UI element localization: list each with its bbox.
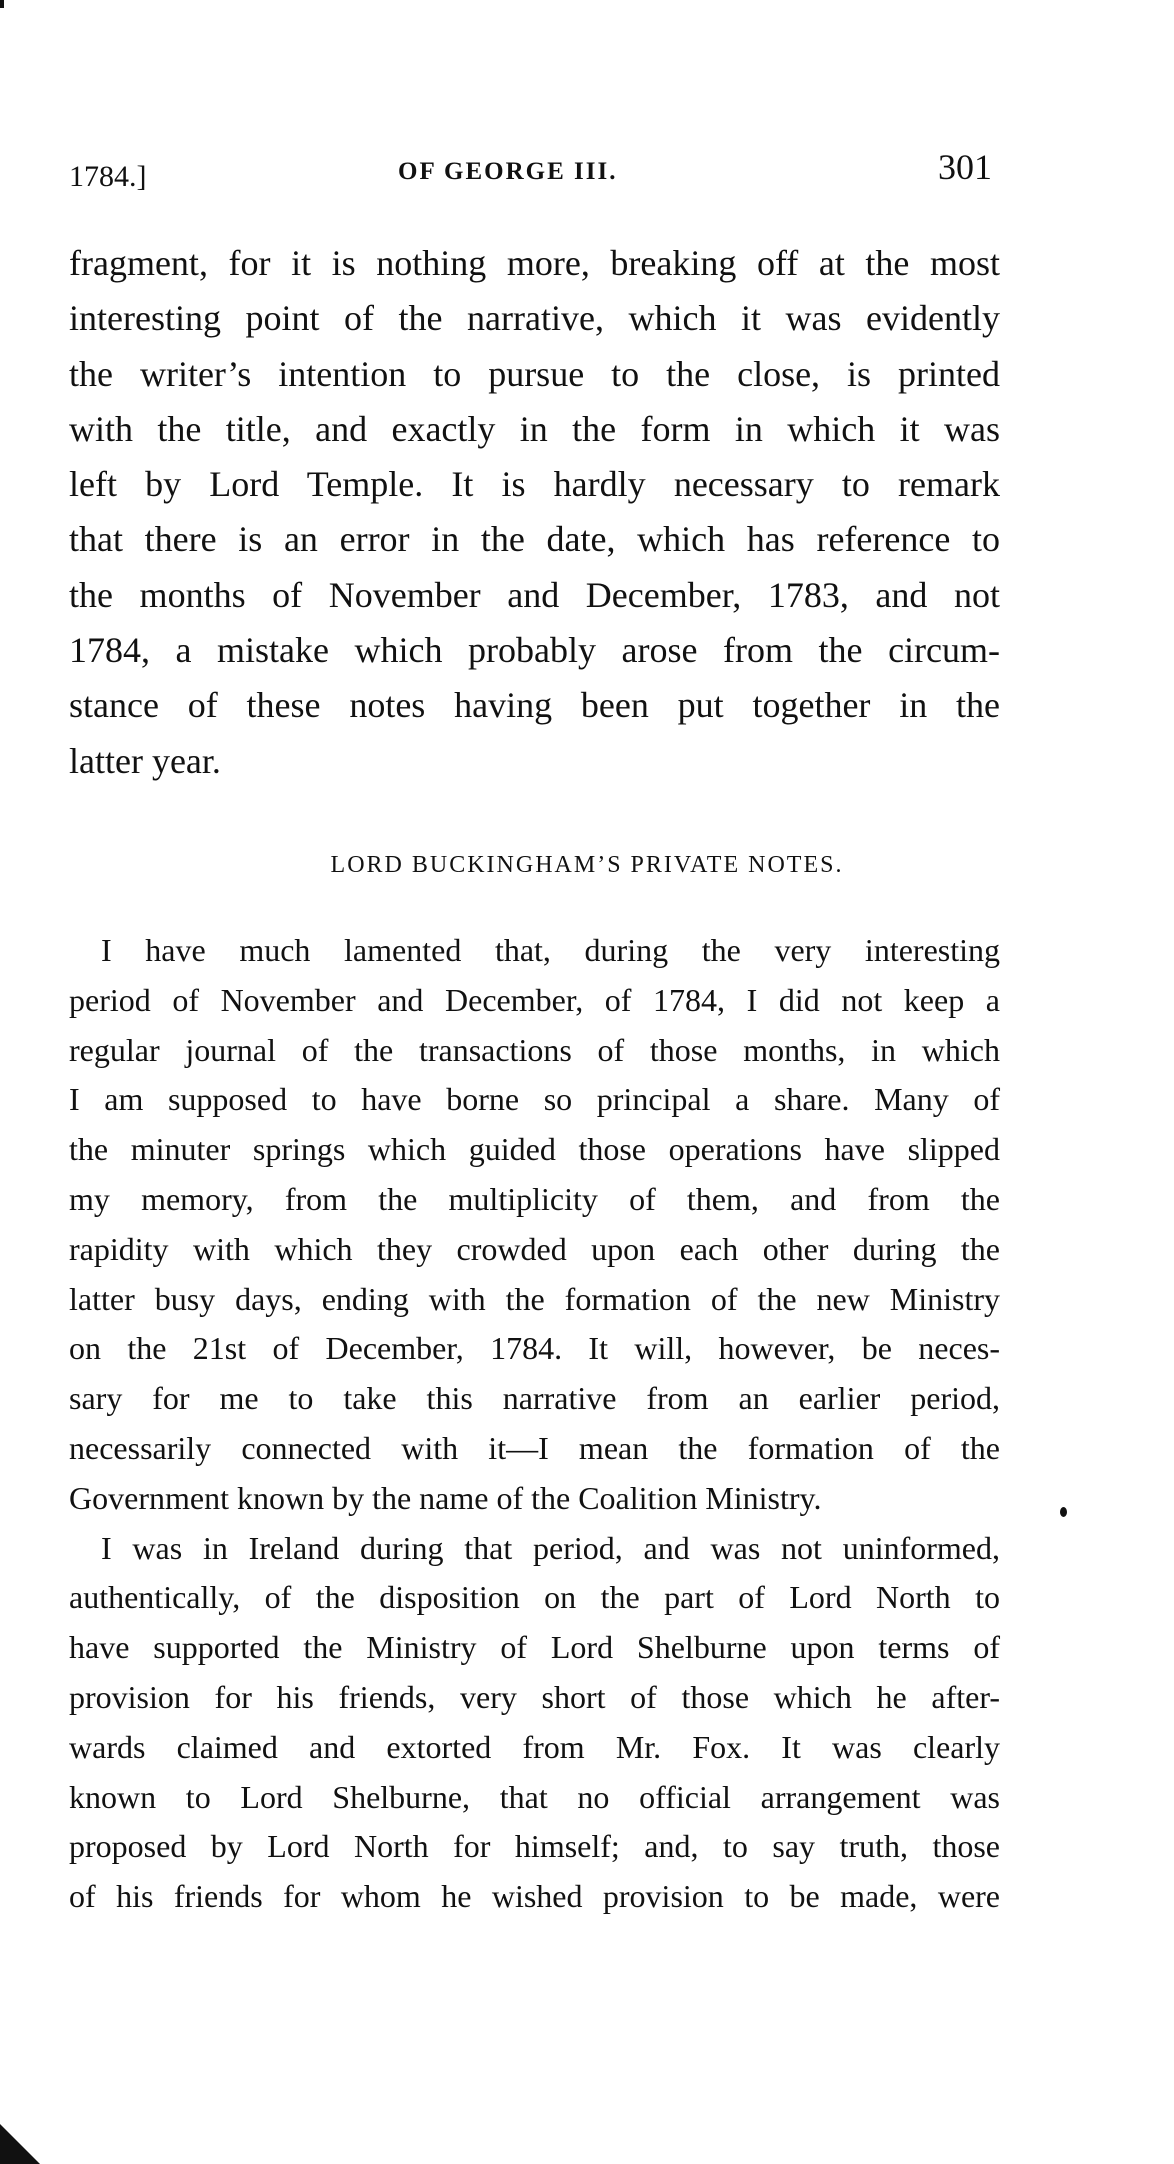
text-line: I am supposed to have borne so principal a share. Many of [69, 1081, 1000, 1118]
text-line: have supported the Ministry of Lord Shelburne upon terms of [69, 1629, 1000, 1666]
private-notes-text [69, 926, 1000, 1922]
text-line: stance of these notes having been put together in the [69, 685, 1000, 726]
text-line: the writer’s intention to pursue to the close, is printed [69, 353, 1000, 394]
text-line: my memory, from the multiplicity of them, and from the [69, 1180, 1000, 1217]
section-heading: LORD BUCKINGHAM’S PRIVATE NOTES. [330, 852, 844, 878]
text-line: Government known by the name of the Coalition Ministry. [69, 1479, 822, 1516]
text-line: on the 21st of December, 1784. It will, however, be neces- [69, 1330, 1000, 1367]
ink-speck [1060, 1507, 1067, 1517]
text-line: I was in Ireland during that period, and was not uninformed, [101, 1529, 1000, 1566]
text-line: that there is an error in the date, which has reference to [69, 519, 1000, 560]
page-number: 301 [938, 147, 992, 187]
scan-mark [0, 0, 4, 8]
text-line: interesting point of the narrative, which it was evidently [69, 298, 1000, 339]
running-header-title: OF GEORGE III. [398, 158, 618, 185]
text-line: of his friends for whom he wished provision to be made, were [69, 1878, 1000, 1915]
text-line: left by Lord Temple. It is hardly necessary to remark [69, 464, 1000, 505]
text-line: latter busy days, ending with the formation of the new Ministry [69, 1280, 1000, 1317]
text-line: regular journal of the transactions of those months, in which [69, 1031, 1000, 1068]
text-line: the months of November and December, 1783, and not [69, 574, 1000, 615]
text-line: 1784, a mistake which probably arose from the circum- [69, 630, 1000, 671]
text-line: rapidity with which they crowded upon each other during the [69, 1230, 1000, 1267]
text-line: authentically, of the disposition on the part of Lord North to [69, 1579, 1000, 1616]
text-line: sary for me to take this narrative from an earlier period, [69, 1380, 1000, 1417]
scan-corner-mark [0, 2124, 40, 2164]
intro-paragraph [69, 236, 1000, 789]
running-header-year: 1784.] [69, 160, 147, 193]
text-line: wards claimed and extorted from Mr. Fox. It was clearly [69, 1728, 1000, 1765]
text-line: necessarily connected with it—I mean the formation of the [69, 1429, 1000, 1466]
text-line: with the title, and exactly in the form in which it was [69, 408, 1000, 449]
text-line: provision for his friends, very short of those which he after- [69, 1678, 1000, 1715]
text-line: the minuter springs which guided those operations have slipped [69, 1131, 1000, 1168]
text-line: known to Lord Shelburne, that no official arrangement was [69, 1778, 1000, 1815]
text-line: fragment, for it is nothing more, breaking off at the most [69, 243, 1000, 283]
text-line: I have much lamented that, during the very interesting [101, 932, 1000, 968]
text-line: period of November and December, of 1784, I did not keep a [69, 981, 1000, 1018]
text-line: proposed by Lord North for himself; and, to say truth, those [69, 1828, 1000, 1865]
text-line: latter year. [69, 740, 221, 781]
